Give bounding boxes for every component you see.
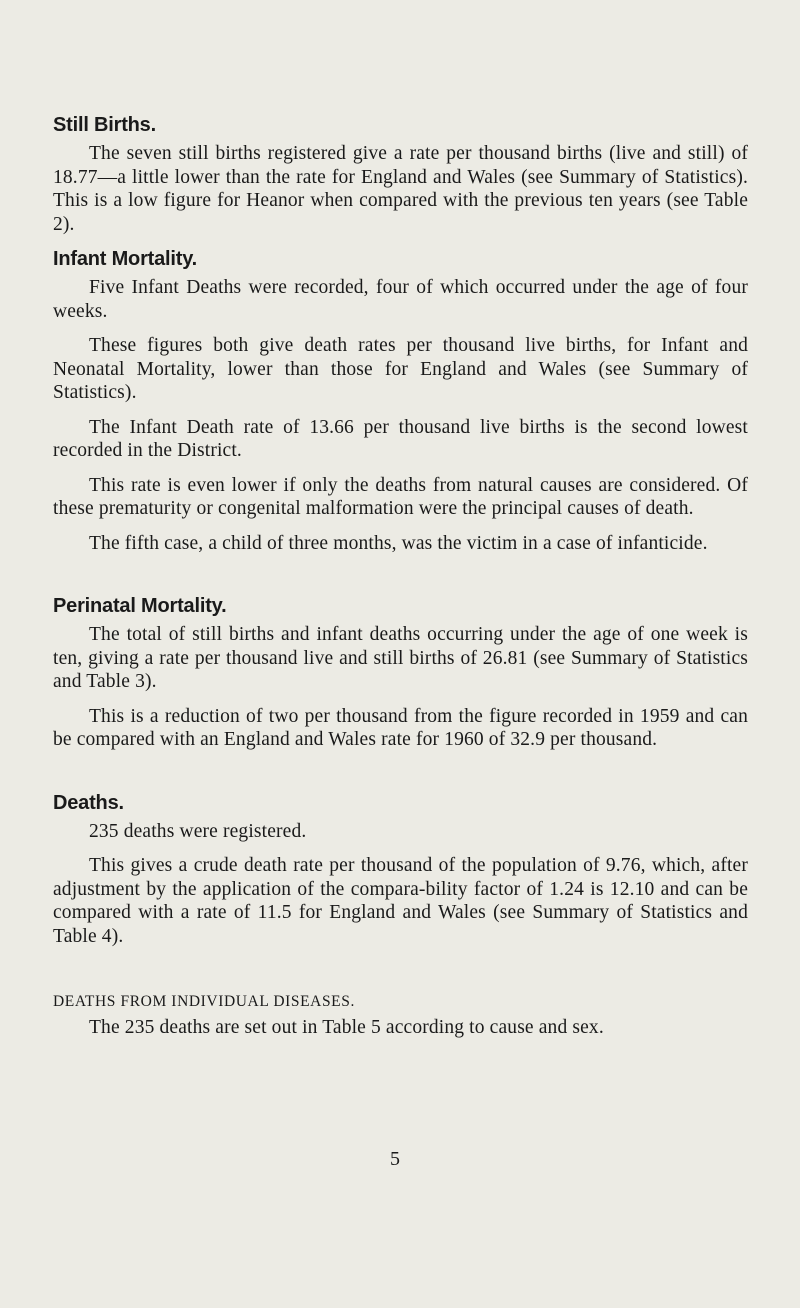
section-perinatal-mortality — [53, 593, 748, 752]
heading-still-births: Still Births. — [53, 114, 156, 136]
paragraph: This rate is even lower if only the deaths from natural causes are considered. Of these prematurity or congenital malformation were the principal causes of death. — [53, 474, 748, 519]
section-deaths — [53, 790, 748, 949]
section-individual-diseases — [53, 992, 748, 1040]
paragraph: The Infant Death rate of 13.66 per thousand live births is the second lowest recorded in the District. — [53, 416, 748, 461]
paragraph: 235 deaths were registered. — [89, 820, 307, 842]
paragraph: These figures both give death rates per thousand live births, for Infant and Neonatal Mortality, lower than those for England and Wales (see Summary of Statistics). — [53, 335, 748, 403]
heading-deaths: Deaths. — [53, 791, 124, 814]
heading-infant-mortality: Infant Mortality. — [53, 248, 198, 270]
page-number: 5 — [390, 1148, 400, 1170]
paragraph: Five Infant Deaths were recorded, four of which occurred under the age of four weeks. — [53, 277, 748, 322]
section-still-births — [53, 112, 748, 236]
heading-perinatal-mortality: Perinatal Mortality. — [53, 595, 227, 617]
paragraph: The fifth case, a child of three months, was the victim in a case of infanticide. — [89, 532, 708, 554]
paragraph: The seven still births registered give a rate per thousand births (live and still) of 18.77—a little lower than the rate for England and Wales (see Summary of Statistics). This is a low figure for Heanor when compared with the previous ten years (see Table 2). — [53, 143, 748, 235]
paragraph: This gives a crude death rate per thousand of the population of 9.76, which, after adjustment by the application of the compara-bility factor of 1.24 is 12.10 and can be compared with a rate of 11.5 for England and Wales (see Summary of Statistics and Table 4). — [53, 855, 748, 947]
heading-individual-diseases: DEATHS FROM INDIVIDUAL DISEASES. — [53, 993, 355, 1010]
paragraph: The total of still births and infant deaths occurring under the age of one week is ten, giving a rate per thousand live and still births of 26.81 (see Summary of Statistics and Table 3). — [53, 624, 748, 692]
paragraph: The 235 deaths are set out in Table 5 according to cause and sex. — [89, 1017, 604, 1038]
section-infant-mortality — [53, 246, 748, 555]
paragraph: This is a reduction of two per thousand from the figure recorded in 1959 and can be compared with an England and Wales rate for 1960 of 32.9 per thousand. — [53, 705, 748, 750]
